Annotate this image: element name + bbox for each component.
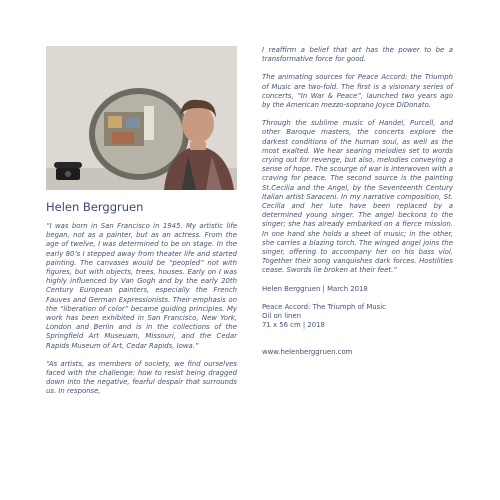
artist-portrait-photo (46, 46, 237, 190)
artwork-dimensions: 71 x 56 cm | 2018 (262, 321, 325, 330)
artwork-description-column (262, 46, 453, 367)
description-paragraph: I reaffirm a belief that art has the power to be a transformative force for good. (262, 46, 453, 64)
statement-paragraph: “I was born in San Francisco in 1945. My artistic life began, not as a painter, but as an actress. From the age of twelve, I was determined to be on stage. In the early 80’s I stepped away from theater life and started painting. The canvases would be “peopled” not with figures, but with objects, trees, houses. Early on I was highly influenced by Van Gogh and by the early 20th Century European painters, especially the French Fauves and German Expressionists. Their emphasis on the “liberation of color” became guiding principles. My work has been exhibited in San Francisco, New York, London and Berlin and is in the collections of the Springfield Art Museuam, Missouri, and the Cedar Rapids Museum of Art, Cedar Rapids, Iowa.” (46, 222, 237, 350)
artwork-details (262, 303, 453, 331)
description-paragraph: The animating sources for Peace Accord: the Triumph of Music are two-fold. The first is a visionary series of concerts, “In War & Peace”, launched two years ago by the American mezzo-soprano Joyce DiDonato. (262, 73, 453, 110)
website-link[interactable]: www.helenberggruen.com (262, 348, 353, 357)
description-paragraph: Through the sublime music of Handel, Purcell, and other Baroque masters, the concerts explore the darkest conditions of the human soul, as well as the most exalted. We hear searing melodies set to words crying out for revenge, but also, melodies conveying a sense of hope. The scourge of war is interwoven with a craving for peace. The second source is the painting St.Cecilia and the Angel, by the Seventeenth Century Italian artist Saraceni. In my narrative composition, St. Cecilia and her lute have been replaced by a determined young singer. The angel beckons to the singer; she has already embarked on a fierce mission. In one hand she holds a sheet of music; in the other, she carries a blazing torch. The winged angel joins the singer, offering to accompany her on his bass viol. Together their song vanquishes dark forces. Hostilities cease. Swords lie broken at their feet.” (262, 119, 453, 275)
statement-paragraph: “As artists, as members of society, we find ourselves faced with the challenge: how to resist being dragged down into the negative, fearful despair that surrounds us. In response, (46, 359, 237, 396)
signature-line: Helen Berggruen | March 2018 (262, 284, 368, 293)
artist-name-heading: Helen Berggruen (46, 200, 144, 214)
artwork-title: Peace Accord: The Triumph of Music (262, 302, 386, 311)
artist-statement-column (46, 222, 237, 406)
artwork-medium: Oil on linen (262, 312, 302, 321)
